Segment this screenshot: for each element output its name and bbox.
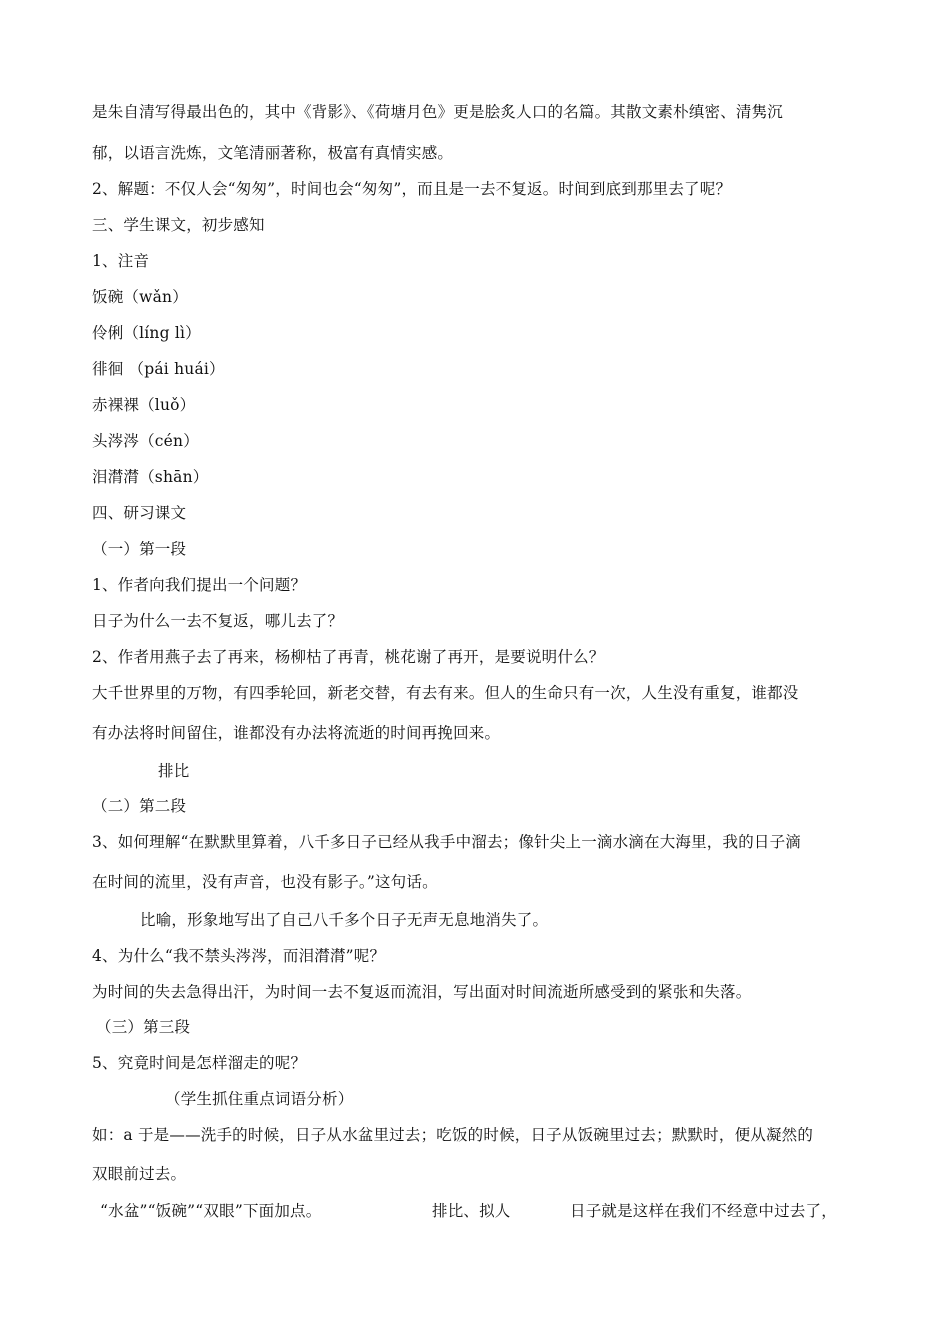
paragraph-line: 2、解题：不仅人会“匆匆”，时间也会“匆匆”，而且是一去不复返。时间到底到那里去了呢？ xyxy=(92,180,732,198)
pinyin-item: 伶俐（líng lì） xyxy=(92,324,201,342)
pinyin-item: 饭碗（wǎn） xyxy=(92,288,188,306)
paragraph-line: 是朱自清写得最出色的，其中《背影》、《荷塘月色》更是脍炙人口的名篇。其散文素朴缜密、清隽沉 xyxy=(92,103,784,121)
pinyin-item: 赤裸裸（luǒ） xyxy=(92,396,196,414)
question-line: 4、为什么“我不禁头涔涔，而泪潸潸”呢？ xyxy=(92,947,386,965)
question-line: 1、作者向我们提出一个问题？ xyxy=(92,576,307,594)
question-line: 3、如何理解“在默默里算着，八千多日子已经从我手中溜去；像针尖上一滴水滴在大海里，我的日子滴 xyxy=(92,833,801,851)
answer-line: 有办法将时间留住，谁都没有办法将流逝的时间再挽回来。 xyxy=(92,724,501,742)
question-line: 在时间的流里，没有声音，也没有影子。”这句话。 xyxy=(92,873,438,891)
emphasis-note: “水盆”“饭碗”“双眼”下面加点。 xyxy=(100,1202,322,1220)
rhetoric-note: 排比 xyxy=(158,762,190,780)
paragraph-line: 郁，以语言洗炼，文笔清丽著称，极富有真情实感。 xyxy=(92,144,454,162)
answer-line: 日子就是这样在我们不经意中过去了， xyxy=(570,1202,837,1220)
answer-line: 如：a 于是——洗手的时候，日子从水盆里过去；吃饭的时候，日子从饭碗里过去；默默时，便从凝然的 xyxy=(92,1126,814,1144)
answer-line: 为时间的失去急得出汗，为时间一去不复返而流泪，写出面对时间流逝所感受到的紧张和失落。 xyxy=(92,983,752,1001)
pinyin-item: 泪潸潸（shān） xyxy=(92,468,209,486)
answer-line: 大千世界里的万物，有四季轮回，新老交替，有去有来。但人的生命只有一次，人生没有重复，谁都没 xyxy=(92,684,799,702)
pinyin-item: 头涔涔（cén） xyxy=(92,432,199,450)
subheading: 1、注音 xyxy=(92,252,150,270)
question-line: 5、究竟时间是怎样溜走的呢？ xyxy=(92,1054,307,1072)
answer-line: 日子为什么一去不复返，哪儿去了？ xyxy=(92,612,344,630)
section-heading: 四、研习课文 xyxy=(92,504,187,522)
rhetoric-note: 排比、拟人 xyxy=(432,1202,511,1220)
subheading: （一）第一段 xyxy=(92,540,187,558)
subheading: （三）第三段 xyxy=(96,1018,191,1036)
section-heading: 三、学生课文，初步感知 xyxy=(92,216,265,234)
pinyin-item: 徘徊 （pái huái） xyxy=(92,360,225,378)
answer-line: 比喻，形象地写出了自己八千多个日子无声无息地消失了。 xyxy=(140,911,549,929)
answer-line: 双眼前过去。 xyxy=(92,1165,187,1183)
subheading: （二）第二段 xyxy=(92,797,187,815)
question-line: 2、作者用燕子去了再来，杨柳枯了再青，桃花谢了再开，是要说明什么？ xyxy=(92,648,605,666)
instruction-note: （学生抓住重点词语分析） xyxy=(165,1090,354,1108)
